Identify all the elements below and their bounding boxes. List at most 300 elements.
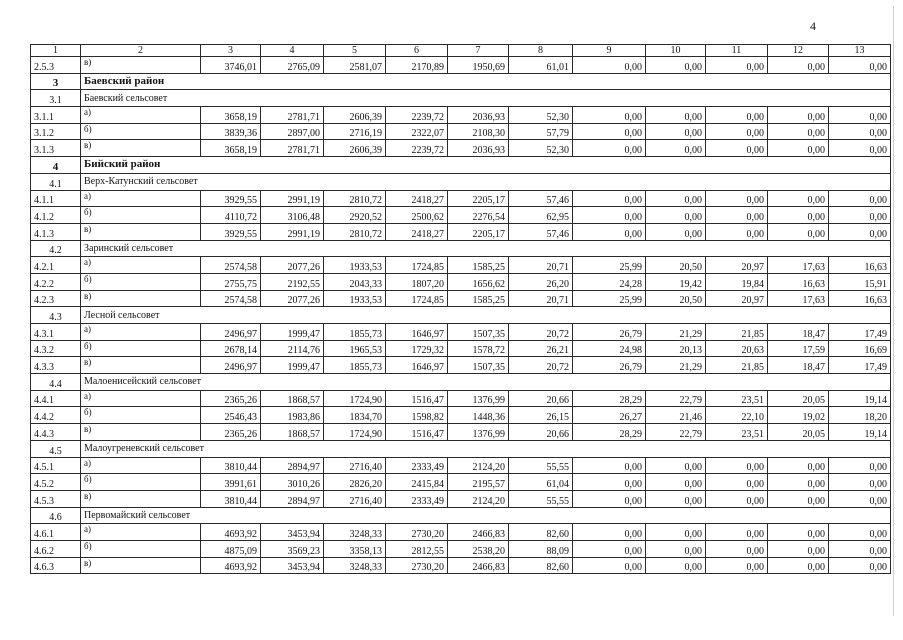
row-variant: б) [81, 207, 201, 224]
row-number: 4.1.2 [31, 207, 81, 224]
value-cell: 0,00 [646, 557, 706, 574]
settlement-title: Верх-Катунский сельсовет [81, 173, 891, 190]
row-variant: в) [81, 140, 201, 157]
value-cell: 20,66 [509, 390, 573, 407]
value-cell: 20,50 [646, 257, 706, 274]
row-number: 4.1 [31, 173, 81, 190]
row-number: 3.1 [31, 90, 81, 107]
district-row [31, 157, 891, 174]
value-cell: 62,95 [509, 207, 573, 224]
value-cell: 20,72 [509, 324, 573, 341]
value-cell: 57,46 [509, 190, 573, 207]
value-cell: 2415,84 [386, 474, 448, 491]
row-number: 4.6.1 [31, 524, 81, 541]
settlement-row [31, 90, 891, 107]
value-cell: 22,79 [646, 390, 706, 407]
value-cell: 19,14 [829, 390, 891, 407]
column-header: 12 [768, 45, 829, 57]
value-cell: 3248,33 [324, 557, 386, 574]
value-cell: 57,46 [509, 223, 573, 240]
page-number: 4 [810, 19, 816, 33]
value-cell: 20,72 [509, 357, 573, 374]
value-cell: 2606,39 [324, 140, 386, 157]
column-header: 2 [81, 45, 201, 57]
settlement-row [31, 440, 891, 457]
value-cell: 20,97 [706, 257, 768, 274]
value-cell: 0,00 [573, 524, 646, 541]
value-cell: 21,29 [646, 324, 706, 341]
value-cell: 2124,20 [448, 490, 509, 507]
value-cell: 0,00 [706, 107, 768, 124]
column-header: 7 [448, 45, 509, 57]
district-row [31, 73, 891, 90]
value-cell: 26,21 [509, 340, 573, 357]
value-cell: 2991,19 [261, 190, 324, 207]
row-variant: а) [81, 190, 201, 207]
value-cell: 0,00 [829, 190, 891, 207]
row-number: 4.3.3 [31, 357, 81, 374]
value-cell: 0,00 [829, 207, 891, 224]
value-cell: 2716,19 [324, 123, 386, 140]
row-number: 4.4 [31, 374, 81, 391]
value-cell: 1855,73 [324, 357, 386, 374]
value-cell: 3453,94 [261, 524, 324, 541]
value-cell: 3658,19 [201, 140, 261, 157]
value-cell: 2812,55 [386, 540, 448, 557]
value-cell: 0,00 [706, 207, 768, 224]
value-cell: 0,00 [573, 190, 646, 207]
value-cell: 1724,90 [324, 390, 386, 407]
value-cell: 0,00 [706, 474, 768, 491]
table-row [31, 340, 891, 357]
value-cell: 20,66 [509, 424, 573, 441]
value-cell: 18,47 [768, 324, 829, 341]
value-cell: 21,85 [706, 324, 768, 341]
value-cell: 4693,92 [201, 524, 261, 541]
row-number: 4.3.2 [31, 340, 81, 357]
value-cell: 20,71 [509, 290, 573, 307]
value-cell: 20,05 [768, 390, 829, 407]
value-cell: 2496,97 [201, 324, 261, 341]
value-cell: 4875,09 [201, 540, 261, 557]
value-cell: 0,00 [646, 524, 706, 541]
table-row [31, 140, 891, 157]
value-cell: 0,00 [646, 207, 706, 224]
row-number: 4.6 [31, 507, 81, 524]
value-cell: 0,00 [829, 140, 891, 157]
value-cell: 16,63 [829, 290, 891, 307]
value-cell: 61,01 [509, 57, 573, 74]
value-cell: 61,04 [509, 474, 573, 491]
table-row [31, 424, 891, 441]
value-cell: 22,10 [706, 407, 768, 424]
row-variant: б) [81, 407, 201, 424]
value-cell: 2781,71 [261, 107, 324, 124]
value-cell: 0,00 [573, 57, 646, 74]
value-cell: 1999,47 [261, 357, 324, 374]
value-cell: 0,00 [646, 540, 706, 557]
value-cell: 0,00 [768, 490, 829, 507]
value-cell: 3248,33 [324, 524, 386, 541]
value-cell: 0,00 [768, 140, 829, 157]
value-cell: 2036,93 [448, 107, 509, 124]
row-number: 4.6.2 [31, 540, 81, 557]
value-cell: 3358,13 [324, 540, 386, 557]
value-cell: 1834,70 [324, 407, 386, 424]
value-cell: 0,00 [829, 457, 891, 474]
value-cell: 28,29 [573, 424, 646, 441]
value-cell: 1729,32 [386, 340, 448, 357]
value-cell: 20,05 [768, 424, 829, 441]
settlement-title: Первомайский сельсовет [81, 507, 891, 524]
value-cell: 2108,30 [448, 123, 509, 140]
row-number: 4.6.3 [31, 557, 81, 574]
table-row [31, 107, 891, 124]
value-cell: 2170,89 [386, 57, 448, 74]
row-number: 4.4.3 [31, 424, 81, 441]
value-cell: 0,00 [573, 557, 646, 574]
table-row [31, 407, 891, 424]
value-cell: 20,63 [706, 340, 768, 357]
table-row [31, 273, 891, 290]
value-cell: 16,69 [829, 340, 891, 357]
value-cell: 0,00 [706, 524, 768, 541]
row-variant: в) [81, 424, 201, 441]
value-cell: 19,02 [768, 407, 829, 424]
value-cell: 52,30 [509, 107, 573, 124]
value-cell: 1868,57 [261, 390, 324, 407]
row-variant: б) [81, 474, 201, 491]
table-row [31, 457, 891, 474]
column-header: 10 [646, 45, 706, 57]
value-cell: 1516,47 [386, 390, 448, 407]
value-cell: 1376,99 [448, 424, 509, 441]
value-cell: 3810,44 [201, 457, 261, 474]
value-cell: 3106,48 [261, 207, 324, 224]
value-cell: 23,51 [706, 390, 768, 407]
value-cell: 82,60 [509, 557, 573, 574]
value-cell: 2716,40 [324, 457, 386, 474]
value-cell: 19,14 [829, 424, 891, 441]
value-cell: 2192,55 [261, 273, 324, 290]
value-cell: 0,00 [706, 457, 768, 474]
table-row [31, 290, 891, 307]
value-cell: 2365,26 [201, 390, 261, 407]
row-variant: б) [81, 123, 201, 140]
value-cell: 0,00 [768, 524, 829, 541]
value-cell: 0,00 [768, 57, 829, 74]
row-variant: в) [81, 557, 201, 574]
value-cell: 20,97 [706, 290, 768, 307]
settlement-row [31, 307, 891, 324]
column-header: 5 [324, 45, 386, 57]
value-cell: 2716,40 [324, 490, 386, 507]
column-header: 8 [509, 45, 573, 57]
value-cell: 2276,54 [448, 207, 509, 224]
value-cell: 0,00 [768, 457, 829, 474]
value-cell: 0,00 [646, 474, 706, 491]
value-cell: 26,27 [573, 407, 646, 424]
value-cell: 1933,53 [324, 290, 386, 307]
value-cell: 2333,49 [386, 457, 448, 474]
value-cell: 0,00 [768, 223, 829, 240]
value-cell: 1724,85 [386, 257, 448, 274]
value-cell: 2755,75 [201, 273, 261, 290]
settlement-title: Заринский сельсовет [81, 240, 891, 257]
value-cell: 2205,17 [448, 223, 509, 240]
value-cell: 2043,33 [324, 273, 386, 290]
settlement-title: Малоенисейский сельсовет [81, 374, 891, 391]
value-cell: 25,99 [573, 257, 646, 274]
value-cell: 2606,39 [324, 107, 386, 124]
value-cell: 1646,97 [386, 357, 448, 374]
value-cell: 0,00 [573, 140, 646, 157]
row-number: 3.1.2 [31, 123, 81, 140]
value-cell: 2574,58 [201, 257, 261, 274]
row-number: 4.2.1 [31, 257, 81, 274]
row-number: 4.5.3 [31, 490, 81, 507]
value-cell: 26,20 [509, 273, 573, 290]
value-cell: 16,63 [829, 257, 891, 274]
value-cell: 57,79 [509, 123, 573, 140]
row-variant: а) [81, 524, 201, 541]
value-cell: 0,00 [646, 123, 706, 140]
value-cell: 3010,26 [261, 474, 324, 491]
table-row [31, 123, 891, 140]
value-cell: 2574,58 [201, 290, 261, 307]
value-cell: 0,00 [706, 123, 768, 140]
value-cell: 0,00 [573, 223, 646, 240]
value-cell: 1656,62 [448, 273, 509, 290]
row-number: 4.2.2 [31, 273, 81, 290]
value-cell: 0,00 [573, 457, 646, 474]
district-title: Баевский район [81, 73, 891, 90]
value-cell: 0,00 [829, 123, 891, 140]
value-cell: 55,55 [509, 490, 573, 507]
value-cell: 0,00 [768, 123, 829, 140]
value-cell: 2333,49 [386, 490, 448, 507]
value-cell: 2239,72 [386, 140, 448, 157]
value-cell: 2894,97 [261, 490, 324, 507]
value-cell: 1807,20 [386, 273, 448, 290]
value-cell: 0,00 [646, 190, 706, 207]
value-cell: 0,00 [768, 190, 829, 207]
settlement-row [31, 374, 891, 391]
value-cell: 1724,85 [386, 290, 448, 307]
column-header: 4 [261, 45, 324, 57]
value-cell: 0,00 [573, 123, 646, 140]
value-cell: 3658,19 [201, 107, 261, 124]
row-variant: в) [81, 57, 201, 74]
row-number: 3 [31, 73, 81, 90]
value-cell: 0,00 [706, 190, 768, 207]
value-cell: 24,98 [573, 340, 646, 357]
row-variant: а) [81, 107, 201, 124]
value-cell: 19,42 [646, 273, 706, 290]
value-cell: 0,00 [573, 474, 646, 491]
value-cell: 0,00 [829, 557, 891, 574]
row-number: 4.3 [31, 307, 81, 324]
value-cell: 1578,72 [448, 340, 509, 357]
value-cell: 21,46 [646, 407, 706, 424]
value-cell: 21,85 [706, 357, 768, 374]
row-number: 4.1.3 [31, 223, 81, 240]
row-number: 4.2 [31, 240, 81, 257]
value-cell: 0,00 [706, 223, 768, 240]
row-number: 4.4.1 [31, 390, 81, 407]
row-number: 2.5.3 [31, 57, 81, 74]
table-row [31, 257, 891, 274]
value-cell: 2466,83 [448, 557, 509, 574]
value-cell: 2418,27 [386, 190, 448, 207]
value-cell: 1646,97 [386, 324, 448, 341]
value-cell: 0,00 [646, 140, 706, 157]
value-cell: 4693,92 [201, 557, 261, 574]
row-number: 4.5 [31, 440, 81, 457]
value-cell: 0,00 [573, 207, 646, 224]
value-cell: 17,49 [829, 357, 891, 374]
value-cell: 1724,90 [324, 424, 386, 441]
value-cell: 1448,36 [448, 407, 509, 424]
settlement-row [31, 240, 891, 257]
value-cell: 0,00 [829, 57, 891, 74]
row-number: 4.2.3 [31, 290, 81, 307]
row-number: 3.1.1 [31, 107, 81, 124]
value-cell: 2496,97 [201, 357, 261, 374]
value-cell: 2466,83 [448, 524, 509, 541]
value-cell: 0,00 [829, 223, 891, 240]
value-cell: 15,91 [829, 273, 891, 290]
value-cell: 0,00 [646, 490, 706, 507]
value-cell: 20,71 [509, 257, 573, 274]
value-cell: 25,99 [573, 290, 646, 307]
settlement-row [31, 173, 891, 190]
value-cell: 0,00 [706, 140, 768, 157]
value-cell: 52,30 [509, 140, 573, 157]
table-row [31, 324, 891, 341]
value-cell: 0,00 [768, 540, 829, 557]
value-cell: 2810,72 [324, 190, 386, 207]
row-variant: а) [81, 324, 201, 341]
value-cell: 0,00 [829, 524, 891, 541]
value-cell: 17,63 [768, 257, 829, 274]
value-cell: 26,79 [573, 357, 646, 374]
table-row [31, 540, 891, 557]
value-cell: 0,00 [646, 57, 706, 74]
value-cell: 0,00 [573, 540, 646, 557]
value-cell: 28,29 [573, 390, 646, 407]
value-cell: 21,29 [646, 357, 706, 374]
value-cell: 2077,26 [261, 257, 324, 274]
row-variant: а) [81, 457, 201, 474]
value-cell: 0,00 [829, 474, 891, 491]
row-number: 4.1.1 [31, 190, 81, 207]
row-variant: в) [81, 357, 201, 374]
value-cell: 16,63 [768, 273, 829, 290]
row-variant: б) [81, 540, 201, 557]
value-cell: 2239,72 [386, 107, 448, 124]
value-cell: 2581,07 [324, 57, 386, 74]
row-variant: в) [81, 290, 201, 307]
value-cell: 0,00 [829, 107, 891, 124]
value-cell: 26,15 [509, 407, 573, 424]
value-cell: 1933,53 [324, 257, 386, 274]
value-cell: 3929,55 [201, 190, 261, 207]
row-number: 4.3.1 [31, 324, 81, 341]
value-cell: 22,79 [646, 424, 706, 441]
table-row [31, 190, 891, 207]
header-row [31, 45, 891, 57]
table-row [31, 57, 891, 74]
settlement-title: Лесной сельсовет [81, 307, 891, 324]
row-variant: а) [81, 257, 201, 274]
value-cell: 17,49 [829, 324, 891, 341]
value-cell: 2730,20 [386, 557, 448, 574]
row-number: 4 [31, 157, 81, 174]
row-variant: в) [81, 223, 201, 240]
value-cell: 1507,35 [448, 357, 509, 374]
column-header: 13 [829, 45, 891, 57]
value-cell: 3991,61 [201, 474, 261, 491]
value-cell: 26,79 [573, 324, 646, 341]
table-row [31, 524, 891, 541]
value-cell: 19,84 [706, 273, 768, 290]
value-cell: 3453,94 [261, 557, 324, 574]
settlement-row [31, 507, 891, 524]
column-header: 9 [573, 45, 646, 57]
column-header: 1 [31, 45, 81, 57]
table-row [31, 490, 891, 507]
value-cell: 2897,00 [261, 123, 324, 140]
value-cell: 2114,76 [261, 340, 324, 357]
value-cell: 82,60 [509, 524, 573, 541]
column-header: 3 [201, 45, 261, 57]
value-cell: 0,00 [829, 490, 891, 507]
value-cell: 1965,53 [324, 340, 386, 357]
table-row [31, 474, 891, 491]
value-cell: 55,55 [509, 457, 573, 474]
value-cell: 2124,20 [448, 457, 509, 474]
value-cell: 0,00 [646, 107, 706, 124]
value-cell: 2826,20 [324, 474, 386, 491]
row-number: 4.5.2 [31, 474, 81, 491]
value-cell: 18,47 [768, 357, 829, 374]
value-cell: 1868,57 [261, 424, 324, 441]
scan-edge-line [893, 6, 894, 616]
row-variant: б) [81, 340, 201, 357]
value-cell: 2077,26 [261, 290, 324, 307]
value-cell: 0,00 [706, 57, 768, 74]
value-cell: 20,50 [646, 290, 706, 307]
value-cell: 2920,52 [324, 207, 386, 224]
value-cell: 3929,55 [201, 223, 261, 240]
value-cell: 0,00 [768, 474, 829, 491]
column-header: 11 [706, 45, 768, 57]
value-cell: 1376,99 [448, 390, 509, 407]
value-cell: 2810,72 [324, 223, 386, 240]
value-cell: 2678,14 [201, 340, 261, 357]
value-cell: 2730,20 [386, 524, 448, 541]
value-cell: 0,00 [706, 540, 768, 557]
value-cell: 4110,72 [201, 207, 261, 224]
value-cell: 0,00 [706, 557, 768, 574]
settlement-title: Баевский сельсовет [81, 90, 891, 107]
value-cell: 1950,69 [448, 57, 509, 74]
table-row [31, 207, 891, 224]
value-cell: 0,00 [573, 107, 646, 124]
value-cell: 0,00 [646, 457, 706, 474]
value-cell: 0,00 [768, 207, 829, 224]
